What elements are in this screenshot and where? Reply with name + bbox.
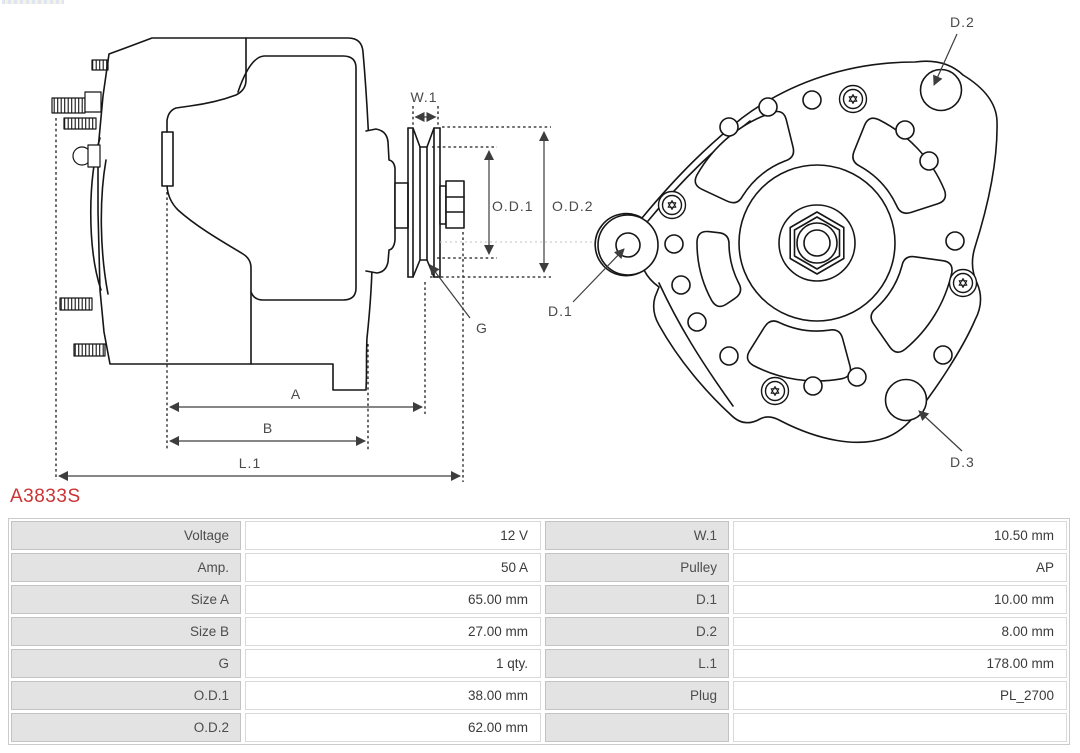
- pulley: [408, 128, 440, 277]
- alternator-body-outline: [98, 38, 372, 390]
- dim-label-l1: L.1: [238, 455, 262, 471]
- spec-label-cell: D.1: [545, 585, 729, 614]
- spec-value-cell: 62.00 mm: [245, 713, 541, 742]
- vent-hole: [848, 368, 866, 386]
- table-row: [11, 553, 1067, 582]
- spec-label-cell: D.2: [545, 617, 729, 646]
- shaft-spline: [440, 181, 464, 228]
- spec-value-cell: 12 V: [245, 521, 541, 550]
- vent-hole: [720, 118, 738, 136]
- table-row: [11, 617, 1067, 646]
- screw-head: [663, 196, 682, 215]
- spec-value-cell: 65.00 mm: [245, 585, 541, 614]
- table-row: [11, 649, 1067, 678]
- bolt-hole-d2: [921, 70, 962, 111]
- spec-label-cell: W.1: [545, 521, 729, 550]
- vent-hole: [759, 98, 777, 116]
- dim-label-d2: D.2: [950, 14, 975, 30]
- vent-hole: [920, 152, 938, 170]
- dim-label-d3: D.3: [950, 454, 975, 470]
- spec-label-cell: Size A: [11, 585, 241, 614]
- table-row: [11, 585, 1067, 614]
- vent-hole: [934, 346, 952, 364]
- vent-hole: [720, 347, 738, 365]
- vent-hole: [804, 377, 822, 395]
- part-number: A3833S: [10, 486, 81, 507]
- table-row: [11, 681, 1067, 710]
- spec-label-cell: Plug: [545, 681, 729, 710]
- dim-label-b: B: [262, 420, 274, 436]
- vent-hole: [688, 313, 706, 331]
- screw-head: [844, 90, 863, 109]
- spec-value-cell: 178.00 mm: [733, 649, 1067, 678]
- vent-hole: [672, 276, 690, 294]
- spec-value-cell: 8.00 mm: [733, 617, 1067, 646]
- table-row: [11, 521, 1067, 550]
- hub-and-nut: [739, 165, 895, 321]
- dim-label-od2: O.D.2: [552, 198, 594, 214]
- dim-label-w1: W.1: [410, 89, 438, 105]
- spec-value-cell: PL_2700: [733, 681, 1067, 710]
- dim-label-g: G: [476, 320, 488, 336]
- vent-hole: [946, 232, 964, 250]
- spec-label-cell: Pulley: [545, 553, 729, 582]
- spec-label-cell: [545, 713, 729, 742]
- spec-label-cell: O.D.2: [11, 713, 241, 742]
- spec-label-cell: Amp.: [11, 553, 241, 582]
- spec-value-cell: AP: [733, 553, 1067, 582]
- spec-value-cell: 10.00 mm: [733, 585, 1067, 614]
- vent-hole: [803, 91, 821, 109]
- spec-value-cell: [733, 713, 1067, 742]
- screw-head: [766, 382, 785, 401]
- spec-value-cell: 27.00 mm: [245, 617, 541, 646]
- bearing-nose: [366, 129, 395, 273]
- vent-hole: [665, 235, 683, 253]
- spec-value-cell: 1 qty.: [245, 649, 541, 678]
- spec-table: [8, 518, 1070, 745]
- bolt-hole-d3: [886, 380, 927, 421]
- spec-value-cell: 50 A: [245, 553, 541, 582]
- table-row: [11, 713, 1067, 742]
- dim-label-a: A: [290, 386, 302, 402]
- spec-label-cell: O.D.1: [11, 681, 241, 710]
- vent-hole: [896, 121, 914, 139]
- spec-value-cell: 38.00 mm: [245, 681, 541, 710]
- dim-label-d1: D.1: [548, 303, 573, 319]
- spec-label-cell: L.1: [545, 649, 729, 678]
- spec-label-cell: Voltage: [11, 521, 241, 550]
- screw-head: [954, 274, 973, 293]
- spec-value-cell: 10.50 mm: [733, 521, 1067, 550]
- spec-label-cell: Size B: [11, 617, 241, 646]
- side-view-diagram: [52, 38, 464, 390]
- front-view-diagram: [595, 61, 997, 442]
- dim-label-od1: O.D.1: [492, 198, 534, 214]
- spec-label-cell: G: [11, 649, 241, 678]
